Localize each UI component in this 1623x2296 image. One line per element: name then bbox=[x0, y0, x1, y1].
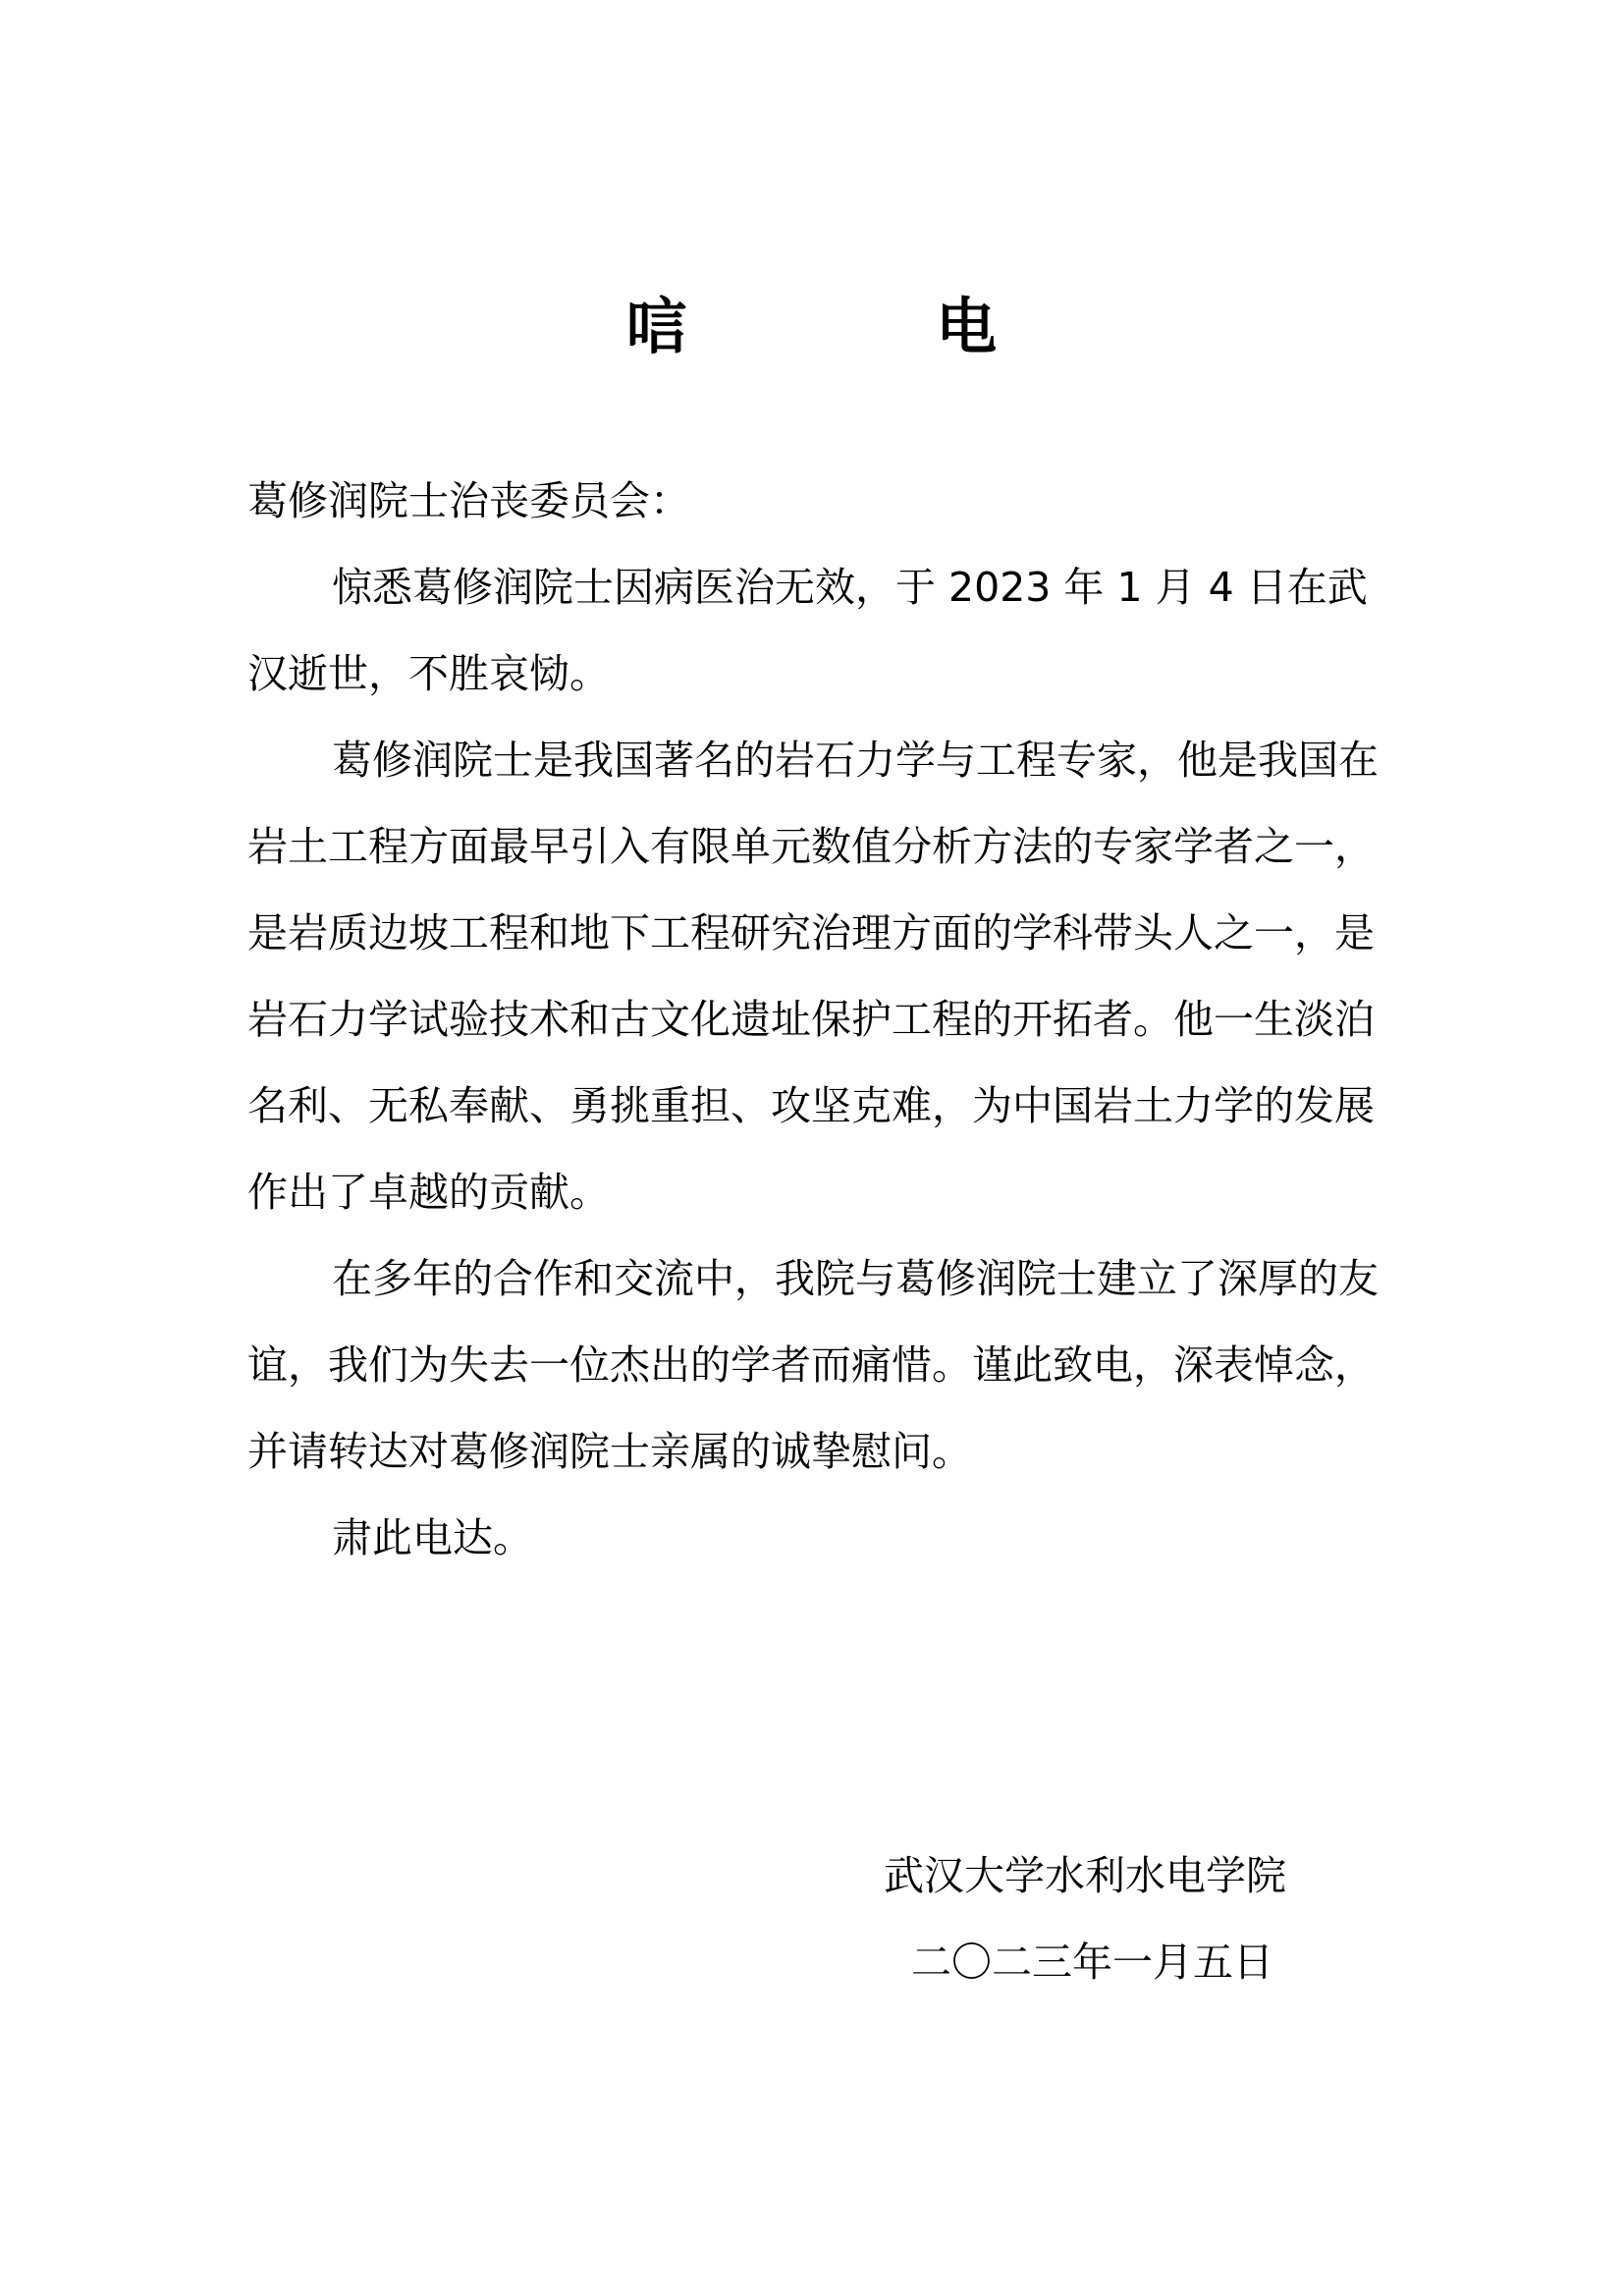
paragraph-achievements: 葛修润院士是我国著名的岩石力学与工程专家，他是我国在岩土工程方面最早引入有限单元数值分析方法的专家学者之一，是岩质边坡工程和地下工程研究治理方面的学科带头人之一，是岩石力学试验技术和古文化遗址保护工程的开拓者。他一生淡泊名利、无私奉献、勇挑重担、攻坚克难，为中国岩土力学的发展作出了卓越的贡献。 bbox=[247, 737, 1379, 1216]
document-title: 唁 电 bbox=[625, 291, 1111, 362]
signature-date: 二〇二三年一月五日 bbox=[911, 1939, 1273, 1986]
paragraph-closing: 肃此电达。 bbox=[332, 1514, 533, 1561]
paragraph-condolences: 在多年的合作和交流中，我院与葛修润院士建立了深厚的友谊，我们为失去一位杰出的学者而痛惜。谨此致电，深表悼念，并请转达对葛修润院士亲属的诚挚慰问。 bbox=[247, 1255, 1379, 1475]
salutation: 葛修润院士治丧委员会： bbox=[247, 477, 690, 524]
signature-organization: 武汉大学水利水电学院 bbox=[884, 1852, 1286, 1899]
paragraph-announcement: 惊悉葛修润院士因病医治无效，于 2023 年 1 月 4 日在武汉逝世，不胜哀恸。 bbox=[247, 564, 1368, 697]
